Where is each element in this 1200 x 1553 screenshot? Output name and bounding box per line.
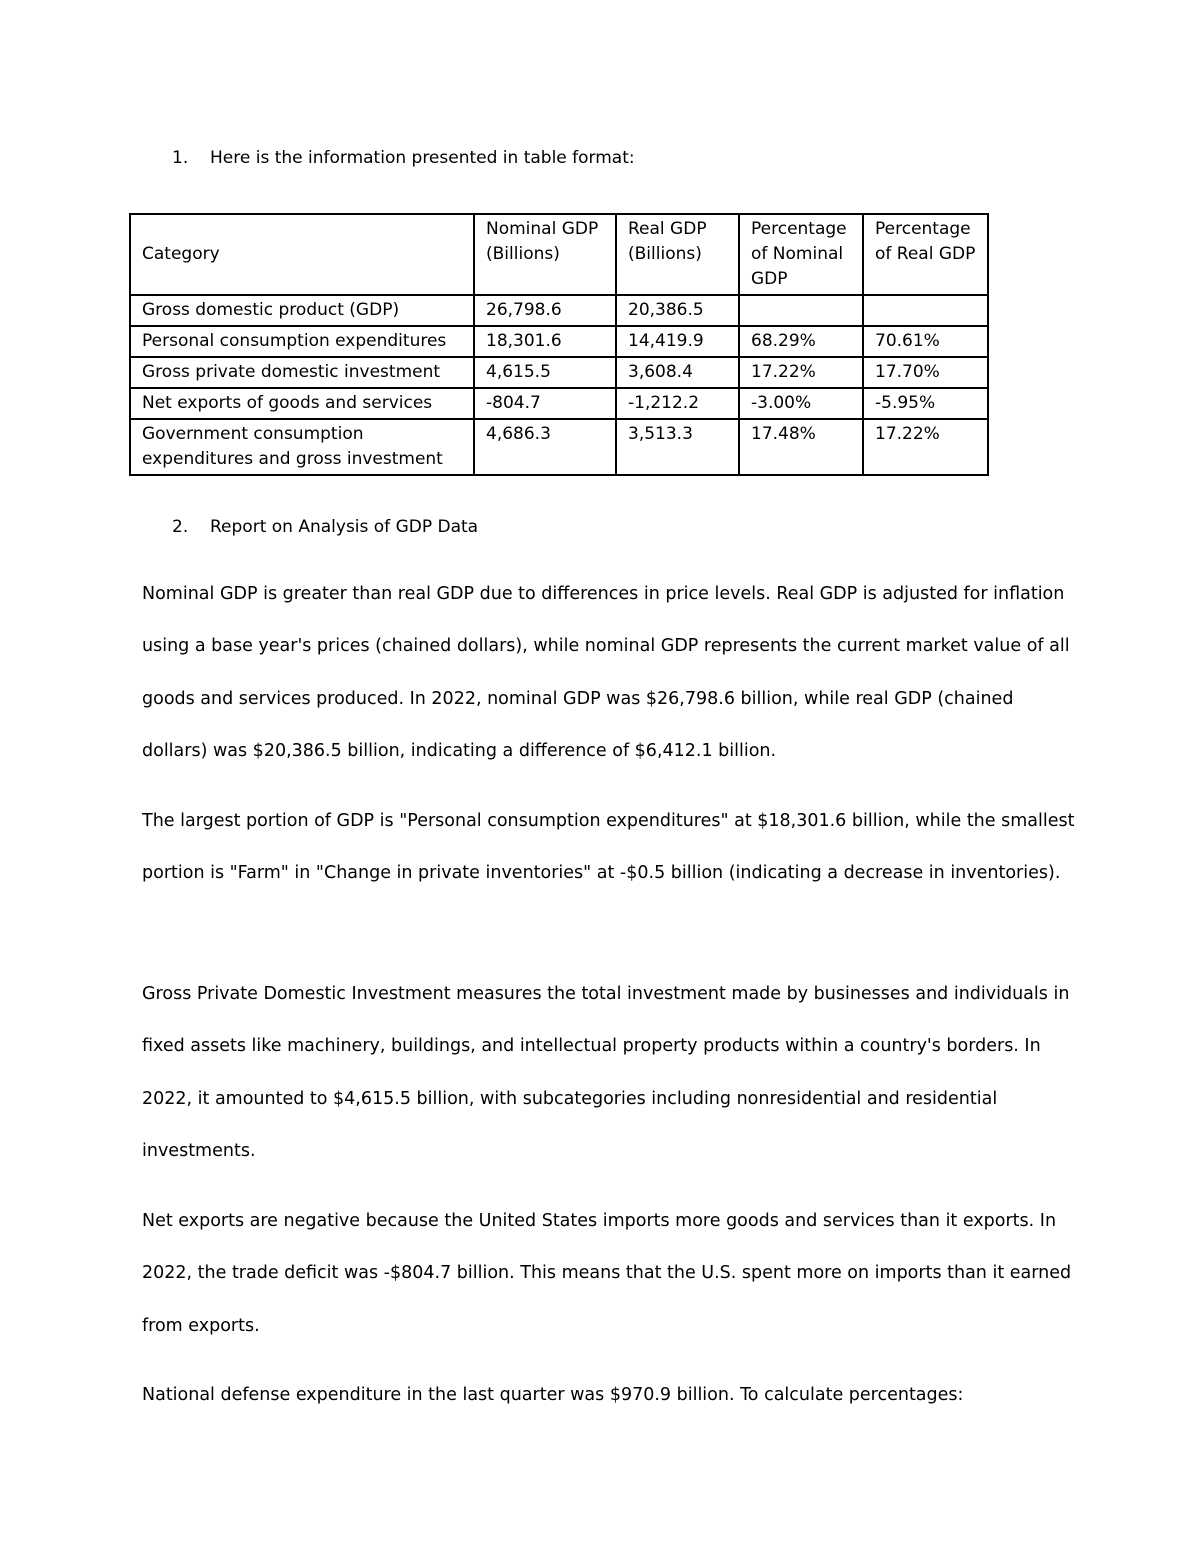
table-cell: Gross domestic product (GDP) — [130, 295, 474, 326]
table-cell: -5.95% — [863, 388, 988, 419]
list-number: 2. — [172, 517, 189, 537]
column-header-real-gdp: Real GDP (Billions) — [616, 214, 739, 295]
table-row — [130, 388, 988, 419]
column-header-pct-nominal: Percentage of Nominal GDP — [739, 214, 863, 295]
table-cell — [739, 295, 863, 326]
paragraph-largest-smallest: The largest portion of GDP is "Personal consumption expenditures" at $18,301.6 billion, while the smallest portion is "Farm" in "Change in private inventories" at -$0.5 billion (indicating a decrease in inventories). — [142, 811, 1075, 884]
table-cell: Government consumption expenditures and gross investment — [130, 419, 474, 475]
table-cell: -3.00% — [739, 388, 863, 419]
list-number: 1. — [172, 148, 189, 168]
table-cell: 70.61% — [863, 326, 988, 357]
table-cell: Personal consumption expenditures — [130, 326, 474, 357]
table-row — [130, 419, 988, 475]
table-cell — [863, 295, 988, 326]
table-cell: 17.48% — [739, 419, 863, 475]
table-row — [130, 326, 988, 357]
paragraph-investment: Gross Private Domestic Investment measures the total investment made by businesses and individuals in fixed assets like machinery, buildings, and intellectual property products within a country's borders. In 2022, it amounted to $4,615.5 billion, with subcategories including nonresidential and residential investments. — [142, 984, 1070, 1162]
section-heading-text: Report on Analysis of GDP Data — [210, 517, 479, 537]
table-cell: -1,212.2 — [616, 388, 739, 419]
paragraph-nominal-vs-real: Nominal GDP is greater than real GDP due to differences in price levels. Real GDP is adjusted for inflation using a base year's prices (chained dollars), while nominal GDP represents the current market value of all goods and services produced. In 2022, nominal GDP was $26,798.6 billion, while real GDP (chained dollars) was $20,386.5 billion, indicating a difference of $6,412.1 billion. — [142, 584, 1070, 762]
table-cell: 68.29% — [739, 326, 863, 357]
table-cell: 4,686.3 — [474, 419, 616, 475]
table-cell: 4,615.5 — [474, 357, 616, 388]
table-cell: 20,386.5 — [616, 295, 739, 326]
table-cell: 26,798.6 — [474, 295, 616, 326]
table-cell: -804.7 — [474, 388, 616, 419]
section-2-heading — [172, 515, 478, 539]
table-cell: 17.22% — [863, 419, 988, 475]
table-cell: 17.70% — [863, 357, 988, 388]
table-cell: Net exports of goods and services — [130, 388, 474, 419]
column-header-nominal-gdp: Nominal GDP (Billions) — [474, 214, 616, 295]
table-row — [130, 295, 988, 326]
table-header-row — [130, 214, 988, 295]
table-cell: 3,513.3 — [616, 419, 739, 475]
gdp-table — [129, 213, 989, 476]
table-cell: 17.22% — [739, 357, 863, 388]
table-row — [130, 357, 988, 388]
table-cell: Gross private domestic investment — [130, 357, 474, 388]
table-cell: 18,301.6 — [474, 326, 616, 357]
column-header-category: Category — [130, 214, 474, 295]
section-1-heading — [172, 146, 635, 170]
paragraph-net-exports: Net exports are negative because the United States imports more goods and services than it exports. In 2022, the trade deficit was -$804.7 billion. This means that the U.S. spent more on imports than it earned from exports. — [142, 1211, 1072, 1336]
table-cell: 3,608.4 — [616, 357, 739, 388]
section-heading-text: Here is the information presented in table format: — [210, 148, 635, 168]
paragraph-defense: National defense expenditure in the last quarter was $970.9 billion. To calculate percentages: — [142, 1385, 964, 1405]
column-header-pct-real: Percentage of Real GDP — [863, 214, 988, 295]
table-cell: 14,419.9 — [616, 326, 739, 357]
